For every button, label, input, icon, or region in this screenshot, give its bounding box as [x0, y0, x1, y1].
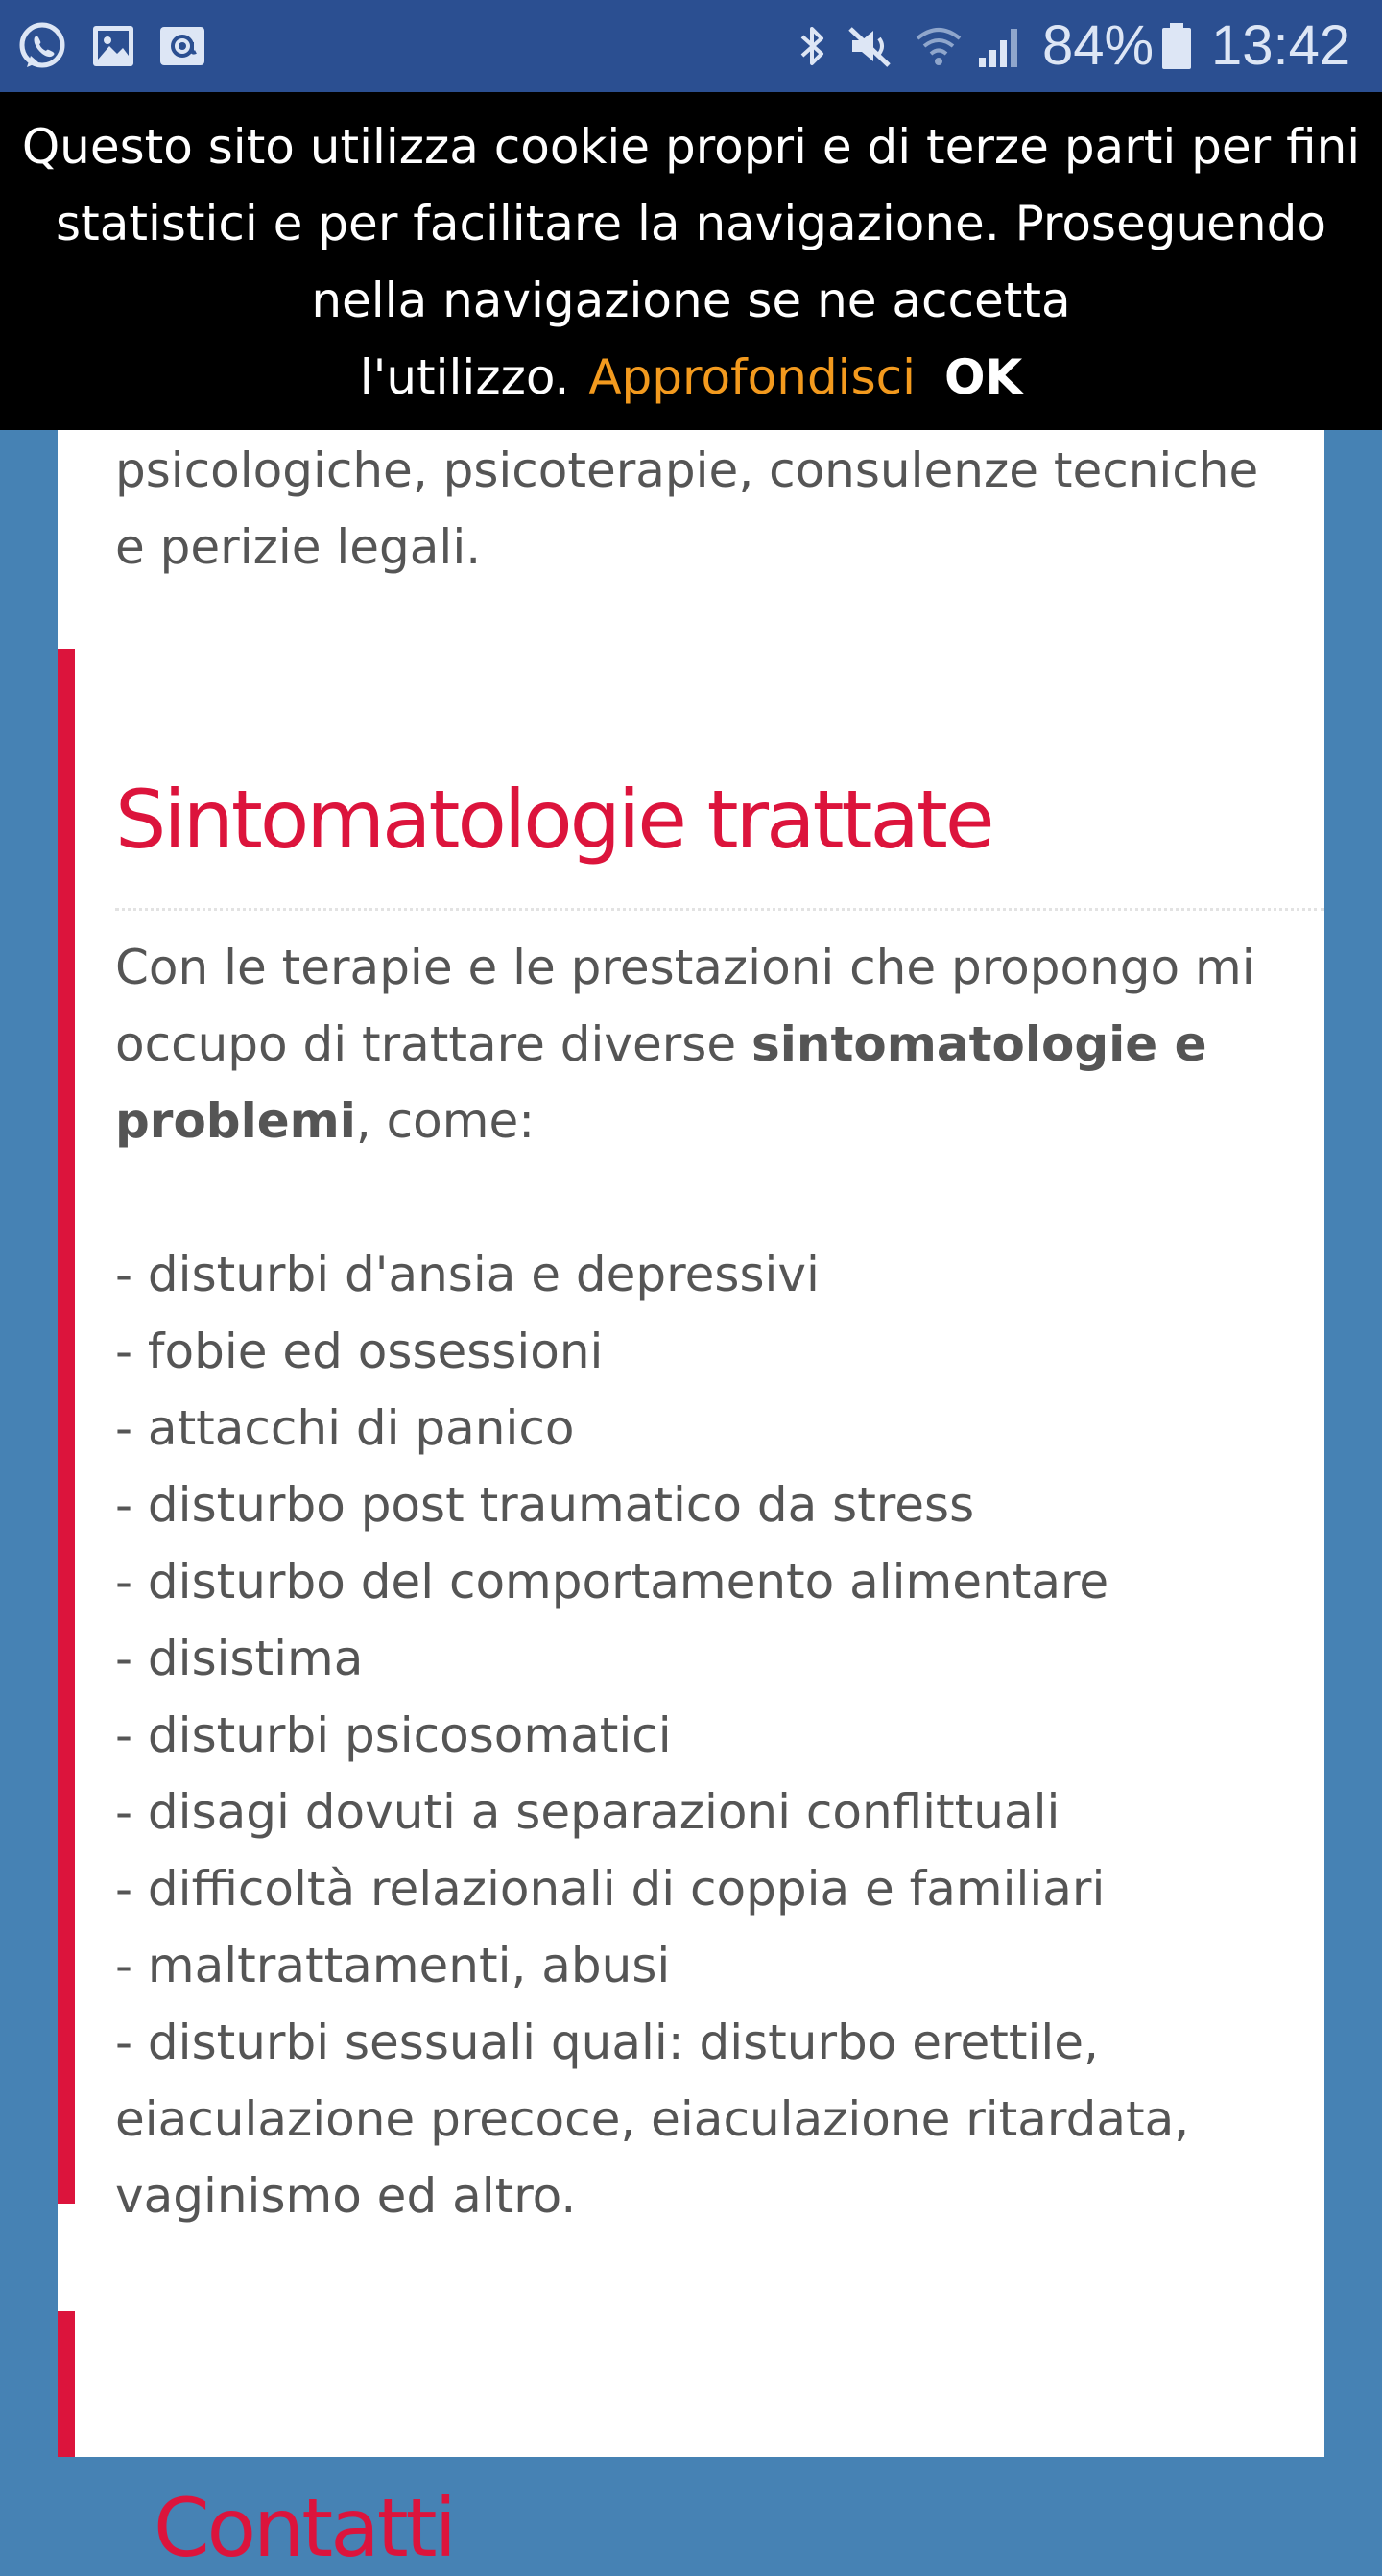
list-item: - disturbi sessuali quali: disturbo erettile, eiaculazione precoce, eiaculazione ritardata, vaginismo ed altro.	[115, 2015, 1190, 2224]
battery-percent: 84%	[1042, 14, 1155, 77]
list-item: - disturbi psicosomatici	[115, 1707, 672, 1763]
wifi-icon	[914, 21, 964, 71]
body-text-start: Con le terapie e le prestazioni che propongo mi occupo di trattare diverse	[115, 940, 1255, 1072]
signal-icon	[975, 21, 1025, 71]
email-icon	[157, 21, 207, 71]
list-item: - disturbo del comportamento alimentare	[115, 1554, 1109, 1610]
cookie-text-line: Questo sito utilizza cookie propri e di terze parti per fini	[21, 119, 1361, 175]
cookie-text-line: statistici e per facilitare la navigazione. Proseguendo	[56, 196, 1326, 251]
whatsapp-icon	[17, 21, 67, 71]
section-sintomatologie	[58, 649, 1324, 2224]
intro-paragraph: psicologiche, psicoterapie, consulenze tecniche e perizie legali.	[115, 442, 1259, 575]
list-item: - disistima	[115, 1631, 364, 1686]
body-text-bold: sintomatologie e problemi	[115, 1016, 1207, 1149]
list-item: - difficoltà relazionali di coppia e familiari	[115, 1861, 1106, 1917]
section-divider	[115, 908, 1324, 911]
cookie-text-end: l'utilizzo.	[359, 349, 570, 405]
list-item: - disturbo post traumatico da stress	[115, 1477, 975, 1533]
battery-icon	[1159, 21, 1194, 71]
list-item: - disturbi d'ansia e depressivi	[115, 1247, 820, 1302]
list-item: - attacchi di panico	[115, 1400, 575, 1456]
list-item: - disagi dovuti a separazioni conflittuali	[115, 1784, 1060, 1840]
cookie-text-line: nella navigazione se ne accetta	[311, 273, 1071, 328]
section-title: Contatti	[154, 2481, 454, 2575]
section-accent-bar	[58, 649, 75, 2204]
list-item: - fobie ed ossessioni	[115, 1324, 604, 1379]
clock: 13:42	[1211, 14, 1351, 77]
list-item: - maltrattamenti, abusi	[115, 1938, 671, 1993]
cookie-text-line-last	[19, 339, 1363, 416]
bluetooth-icon	[787, 21, 837, 71]
section-contatti	[58, 2311, 1324, 2575]
cookie-banner	[0, 92, 1382, 430]
body-text-end: , come:	[355, 1093, 536, 1149]
cookie-learn-more-link[interactable]: Approfondisci	[588, 349, 917, 405]
mute-icon	[845, 21, 894, 71]
section-title: Sintomatologie trattate	[115, 773, 992, 867]
gallery-icon	[88, 21, 138, 71]
symptom-list	[115, 1236, 1305, 2234]
section-accent-bar	[58, 2311, 75, 2457]
status-bar	[0, 0, 1382, 92]
page-content	[58, 92, 1324, 2575]
section-intro-text	[115, 929, 1305, 1159]
cookie-ok-button[interactable]: OK	[944, 349, 1023, 405]
